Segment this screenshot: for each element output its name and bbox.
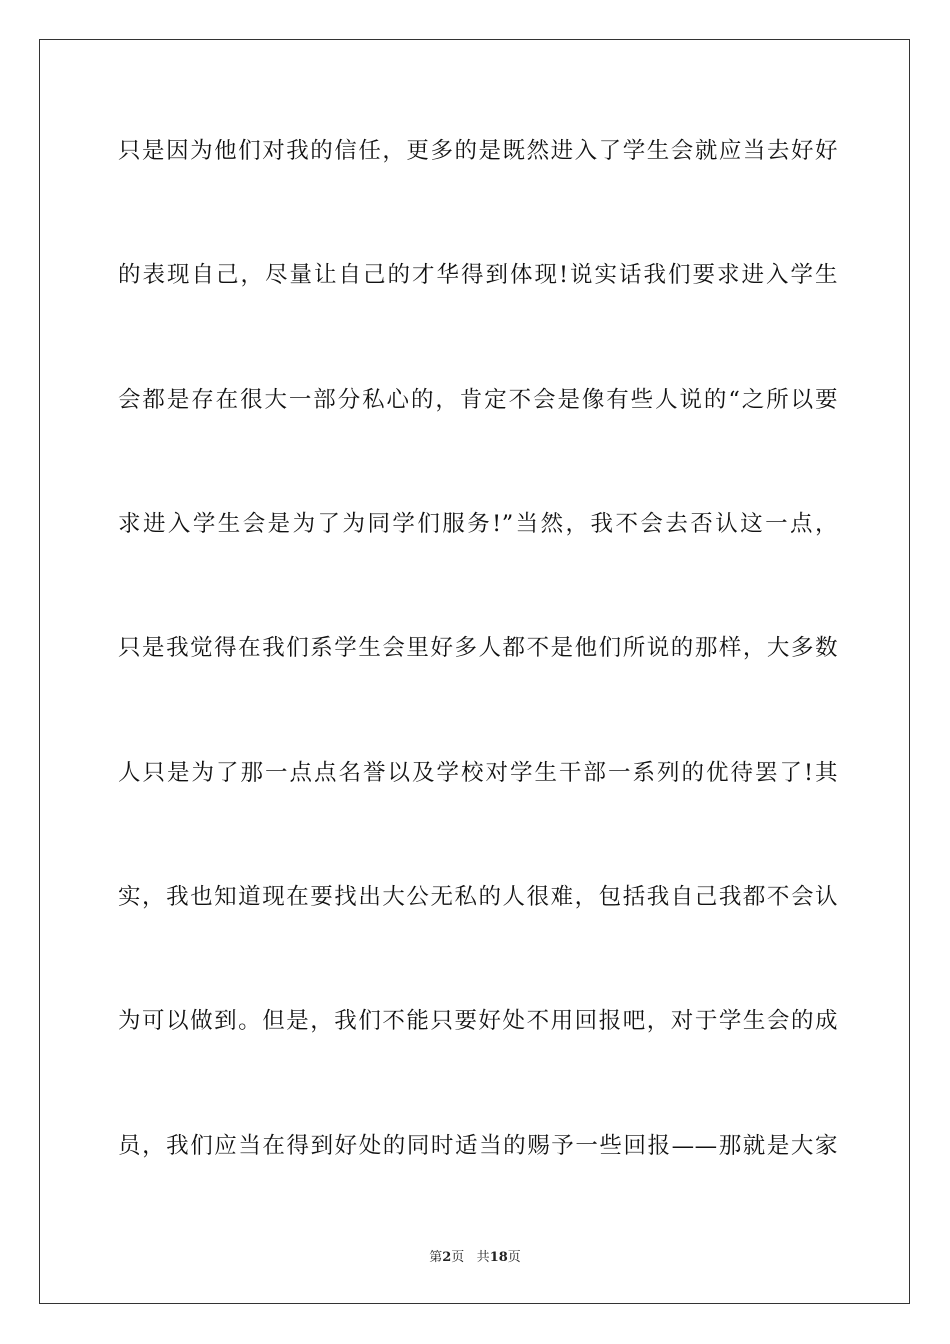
page-prefix: 第 (429, 1250, 443, 1265)
page-unit: 页 (451, 1250, 465, 1265)
text-line: 为可以做到。但是，我们不能只要好处不用回报吧，对于学生会的成 (118, 1008, 838, 1034)
text-line: 人只是为了那一点点名誉以及学校对学生干部一系列的优待罢了!其 (118, 760, 838, 786)
total-unit: 页 (507, 1250, 521, 1265)
text-line: 只是我觉得在我们系学生会里好多人都不是他们所说的那样，大多数 (118, 635, 838, 661)
text-line: 的表现自己，尽量让自己的才华得到体现!说实话我们要求进入学生 (118, 262, 838, 288)
text-line: 员，我们应当在得到好处的同时适当的赐予一些回报——那就是大家 (118, 1133, 838, 1159)
text-line: 求进入学生会是为了为同学们服务!”当然，我不会去否认这一点， (118, 511, 838, 537)
page-border (39, 39, 910, 1304)
total-pages: 18 (489, 1250, 508, 1265)
text-line: 实，我也知道现在要找出大公无私的人很难，包括我自己我都不会认 (118, 884, 838, 910)
text-line: 会都是存在很大一部分私心的，肯定不会是像有些人说的“之所以要 (118, 387, 838, 413)
total-prefix: 共 (476, 1250, 490, 1265)
page-footer (0, 1246, 950, 1265)
page-number: 2 (442, 1250, 452, 1265)
text-line: 只是因为他们对我的信任，更多的是既然进入了学生会就应当去好好 (118, 138, 838, 164)
